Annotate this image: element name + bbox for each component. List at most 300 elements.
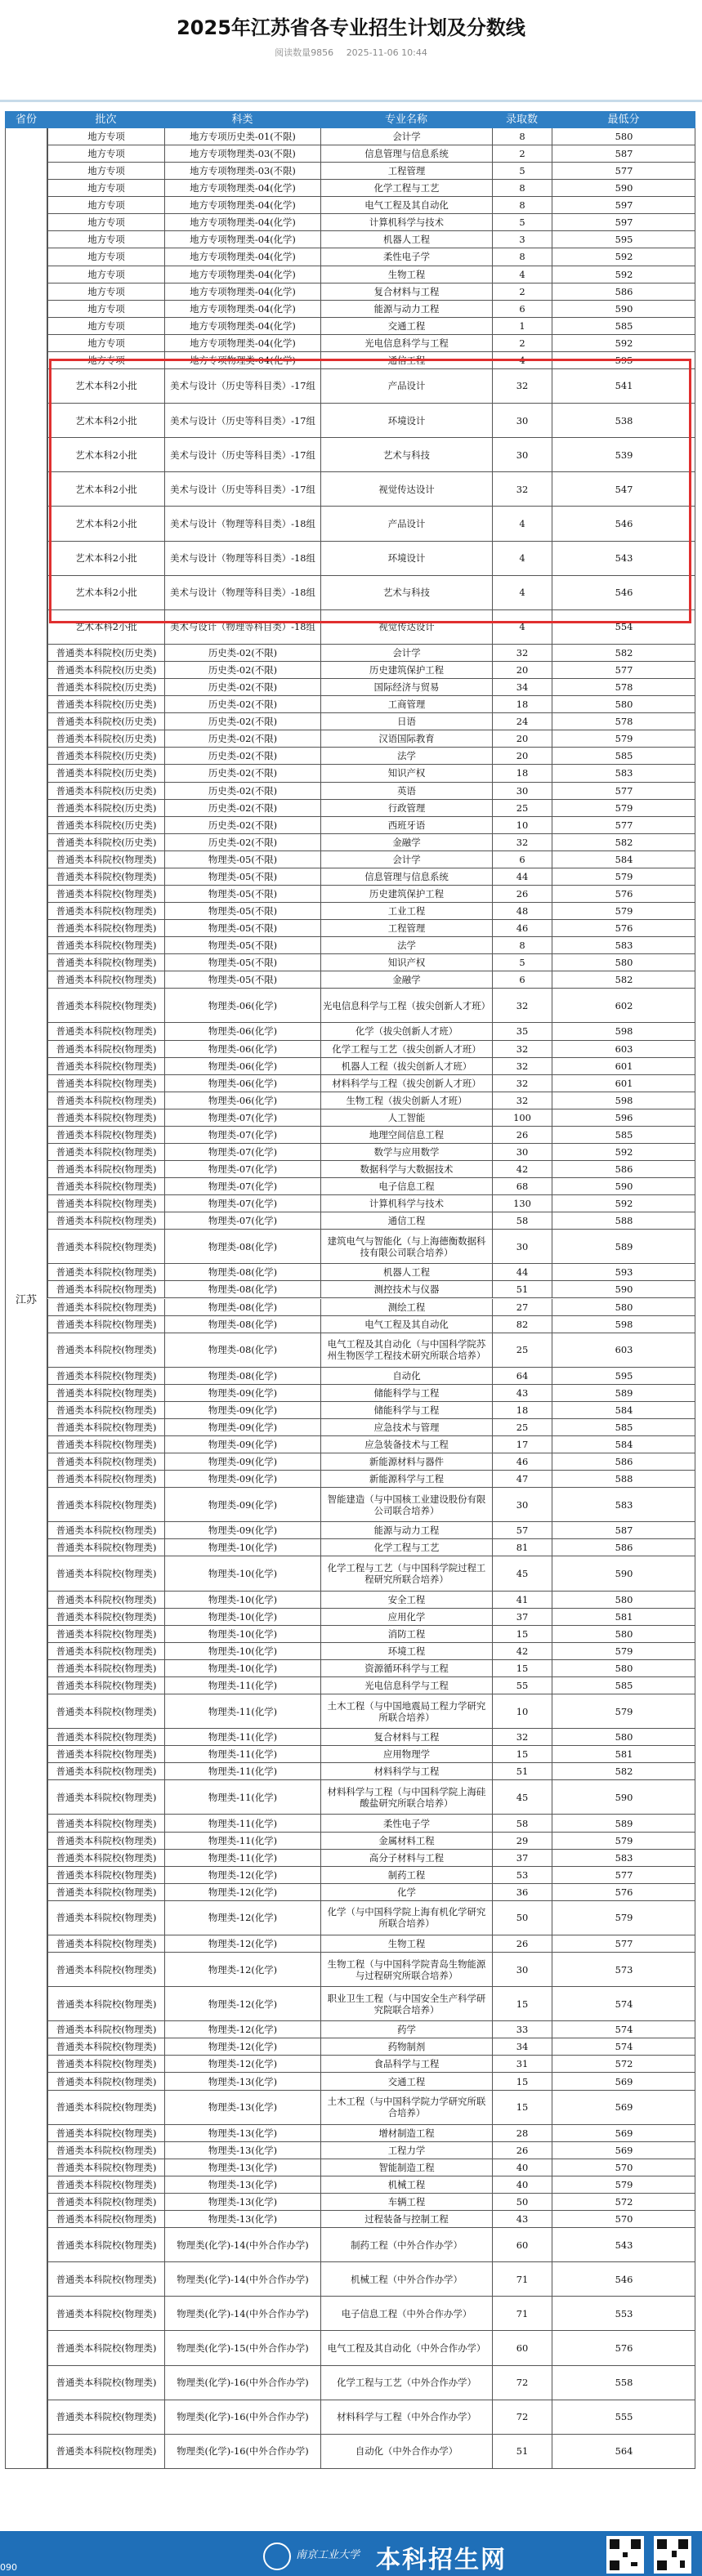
batch-cell: 地方专项: [47, 266, 164, 283]
admitted-cell: 45: [492, 1556, 552, 1590]
major-cell: 测绘工程: [320, 1299, 492, 1315]
batch-cell: 普通类本科院校(物理类): [47, 954, 164, 971]
min-score-cell: 581: [552, 1746, 695, 1762]
min-score-cell: 576: [552, 2331, 695, 2364]
major-cell: 通信工程: [320, 352, 492, 368]
table-row: [5, 1419, 695, 1436]
admitted-cell: 30: [492, 404, 552, 437]
table-row: [5, 1212, 695, 1230]
admitted-cell: 82: [492, 1316, 552, 1333]
category-cell: 物理类-08(化学): [164, 1333, 320, 1367]
batch-cell: 普通类本科院校(物理类): [47, 2125, 164, 2141]
min-score-cell: 601: [552, 1075, 695, 1092]
category-cell: 地方专项物理类-04(化学): [164, 335, 320, 351]
table-row: [5, 886, 695, 903]
min-score-cell: 583: [552, 937, 695, 953]
admitted-cell: 20: [492, 748, 552, 764]
table-row: [5, 1815, 695, 1832]
table-row: [5, 1556, 695, 1591]
admitted-cell: 5: [492, 214, 552, 230]
major-cell: 视觉传达设计: [320, 610, 492, 644]
major-cell: 工程管理: [320, 163, 492, 179]
batch-cell: 地方专项: [47, 197, 164, 213]
min-score-cell: 582: [552, 1763, 695, 1779]
category-cell: 物理类-11(化学): [164, 1677, 320, 1694]
batch-cell: 普通类本科院校(物理类): [47, 851, 164, 868]
min-score-cell: 585: [552, 318, 695, 334]
major-cell: 消防工程: [320, 1626, 492, 1642]
table-row: [5, 920, 695, 937]
batch-cell: 地方专项: [47, 163, 164, 179]
batch-cell: 普通类本科院校(物理类): [47, 1901, 164, 1935]
brand-name: 本科招生网: [376, 2546, 507, 2574]
category-cell: 物理类-07(化学): [164, 1144, 320, 1160]
min-score-cell: 595: [552, 352, 695, 368]
min-score-cell: 590: [552, 1178, 695, 1194]
batch-cell: 普通类本科院校(物理类): [47, 1402, 164, 1418]
table-row: [5, 954, 695, 971]
min-score-cell: 592: [552, 335, 695, 351]
min-score-cell: 580: [552, 1729, 695, 1745]
category-cell: 历史类-02(不限): [164, 662, 320, 678]
category-cell: 物理类-12(化学): [164, 1867, 320, 1883]
admitted-cell: 17: [492, 1436, 552, 1453]
table-row: [5, 507, 695, 541]
min-score-cell: 601: [552, 1058, 695, 1074]
category-cell: 物理类-06(化学): [164, 1075, 320, 1092]
admitted-cell: 44: [492, 1264, 552, 1280]
min-score-cell: 572: [552, 2056, 695, 2072]
major-cell: 艺术与科技: [320, 576, 492, 609]
admitted-cell: 71: [492, 2297, 552, 2330]
major-cell: 应急技术与管理: [320, 1419, 492, 1435]
batch-cell: 地方专项: [47, 352, 164, 368]
table-row: [5, 404, 695, 438]
major-cell: 复合材料与工程: [320, 1729, 492, 1745]
major-cell: 交通工程: [320, 318, 492, 334]
min-score-cell: 582: [552, 834, 695, 850]
min-score-cell: 579: [552, 868, 695, 885]
major-cell: 工程管理: [320, 920, 492, 936]
min-score-cell: 583: [552, 765, 695, 781]
major-cell: 计算机科学与技术: [320, 214, 492, 230]
major-cell: 材料科学与工程: [320, 1763, 492, 1779]
admitted-cell: 43: [492, 2211, 552, 2227]
batch-cell: 普通类本科院校(物理类): [47, 1867, 164, 1883]
table-row: [5, 783, 695, 800]
table-row: [5, 696, 695, 713]
table-row: [5, 1402, 695, 1419]
batch-cell: 普通类本科院校(历史类): [47, 713, 164, 730]
min-score-cell: 598: [552, 1092, 695, 1109]
table-row: [5, 1609, 695, 1626]
min-score-cell: 579: [552, 903, 695, 919]
category-cell: 物理类-11(化学): [164, 1763, 320, 1779]
table-row: [5, 1230, 695, 1264]
major-cell: 智能制造工程: [320, 2159, 492, 2176]
table-row: [5, 128, 695, 145]
batch-cell: 普通类本科院校(物理类): [47, 1953, 164, 1986]
major-cell: 化学工程与工艺（拔尖创新人才班）: [320, 1041, 492, 1057]
major-cell: 视觉传达设计: [320, 472, 492, 506]
major-cell: 制药工程: [320, 1867, 492, 1883]
page-number: 090: [0, 2562, 17, 2573]
category-cell: 物理类-05(不限): [164, 886, 320, 902]
publish-date: 2025-11-06 10:44: [346, 47, 427, 58]
category-cell: 物理类-13(化学): [164, 2142, 320, 2159]
batch-cell: 普通类本科院校(物理类): [47, 1815, 164, 1831]
admitted-cell: 6: [492, 971, 552, 988]
min-score-cell: 580: [552, 1592, 695, 1608]
min-score-cell: 590: [552, 180, 695, 196]
min-score-cell: 581: [552, 1609, 695, 1625]
admitted-cell: 30: [492, 1488, 552, 1521]
header-min-score: 最低分: [607, 114, 640, 126]
category-cell: 物理类-05(不限): [164, 937, 320, 953]
major-cell: 国际经济与贸易: [320, 679, 492, 695]
admitted-cell: 40: [492, 2159, 552, 2176]
admitted-cell: 30: [492, 783, 552, 799]
batch-cell: 普通类本科院校(物理类): [47, 971, 164, 988]
batch-cell: 普通类本科院校(物理类): [47, 1539, 164, 1556]
table-row: [5, 1592, 695, 1609]
min-score-cell: 587: [552, 1522, 695, 1538]
table-row: [5, 352, 695, 369]
major-cell: 计算机科学与技术: [320, 1195, 492, 1212]
min-score-cell: 598: [552, 1316, 695, 1333]
category-cell: 物理类-12(化学): [164, 2021, 320, 2038]
admitted-cell: 2: [492, 335, 552, 351]
batch-cell: 普通类本科院校(物理类): [47, 2366, 164, 2400]
category-cell: 地方专项历史类-01(不限): [164, 128, 320, 145]
admitted-cell: 130: [492, 1195, 552, 1212]
major-cell: 化学工程与工艺: [320, 1539, 492, 1556]
major-cell: 生物工程（拔尖创新人才班）: [320, 1092, 492, 1109]
min-score-cell: 586: [552, 1539, 695, 1556]
table-row: [5, 610, 695, 645]
admitted-cell: 20: [492, 730, 552, 747]
major-cell: 环境设计: [320, 542, 492, 575]
table-row: [5, 937, 695, 954]
category-cell: 美术与设计（历史等科目类）-17组: [164, 472, 320, 506]
category-cell: 物理类-05(不限): [164, 868, 320, 885]
major-cell: 会计学: [320, 645, 492, 661]
min-score-cell: 589: [552, 1385, 695, 1401]
admitted-cell: 72: [492, 2400, 552, 2434]
category-cell: 物理类-08(化学): [164, 1264, 320, 1280]
major-cell: 机械工程: [320, 2176, 492, 2193]
major-cell: 英语: [320, 783, 492, 799]
major-cell: 生物工程: [320, 266, 492, 283]
table-row: [5, 576, 695, 610]
admitted-cell: 25: [492, 1419, 552, 1435]
major-cell: 土木工程（与中国地震局工程力学研究所联合培养）: [320, 1694, 492, 1728]
admitted-cell: 8: [492, 248, 552, 265]
table-row: [5, 2228, 695, 2262]
major-cell: 化学（与中国科学院上海有机化学研究所联合培养）: [320, 1901, 492, 1935]
batch-cell: 普通类本科院校(物理类): [47, 1109, 164, 1126]
category-cell: 地方专项物理类-04(化学): [164, 248, 320, 265]
major-cell: 金融学: [320, 971, 492, 988]
table-row: [5, 283, 695, 301]
category-cell: 物理类-13(化学): [164, 2091, 320, 2124]
min-score-cell: 547: [552, 472, 695, 506]
admitted-cell: 6: [492, 301, 552, 317]
category-cell: 物理类(化学)-16(中外合作办学): [164, 2435, 320, 2468]
major-cell: 复合材料与工程: [320, 283, 492, 300]
admitted-cell: 8: [492, 197, 552, 213]
admitted-cell: 4: [492, 576, 552, 609]
major-cell: 柔性电子学: [320, 1815, 492, 1831]
min-score-cell: 579: [552, 1833, 695, 1849]
batch-cell: 普通类本科院校(物理类): [47, 920, 164, 936]
min-score-cell: 593: [552, 1264, 695, 1280]
major-cell: 电子信息工程（中外合作办学）: [320, 2297, 492, 2330]
table-row: [5, 1299, 695, 1316]
table-row: [5, 1884, 695, 1901]
admitted-cell: 30: [492, 1230, 552, 1263]
min-score-cell: 569: [552, 2091, 695, 2124]
admitted-cell: 32: [492, 1041, 552, 1057]
table-row: [5, 868, 695, 886]
table-row: [5, 1935, 695, 1953]
table-row: [5, 1833, 695, 1850]
category-cell: 物理类-13(化学): [164, 2159, 320, 2176]
admitted-cell: 50: [492, 1901, 552, 1935]
batch-cell: 地方专项: [47, 145, 164, 162]
major-cell: 产品设计: [320, 369, 492, 403]
table-row: [5, 1281, 695, 1298]
table-row: [5, 1987, 695, 2021]
table-row: [5, 1333, 695, 1368]
min-score-cell: 578: [552, 679, 695, 695]
admitted-cell: 6: [492, 851, 552, 868]
category-cell: 地方专项物理类-04(化学): [164, 231, 320, 248]
major-cell: 光电信息科学与工程（拔尖创新人才班）: [320, 989, 492, 1022]
major-cell: 车辆工程: [320, 2194, 492, 2210]
province-cell: 江苏: [5, 128, 47, 2469]
admitted-cell: 15: [492, 1987, 552, 2020]
min-score-cell: 597: [552, 214, 695, 230]
admitted-cell: 15: [492, 2091, 552, 2124]
admitted-cell: 34: [492, 2038, 552, 2055]
major-cell: 人工智能: [320, 1109, 492, 1126]
admitted-cell: 30: [492, 438, 552, 471]
min-score-cell: 569: [552, 2125, 695, 2141]
batch-cell: 普通类本科院校(物理类): [47, 1833, 164, 1849]
min-score-cell: 543: [552, 2228, 695, 2261]
min-score-cell: 579: [552, 2176, 695, 2193]
batch-cell: 普通类本科院校(物理类): [47, 2159, 164, 2176]
admitted-cell: 29: [492, 1833, 552, 1849]
category-cell: 物理类-11(化学): [164, 1833, 320, 1849]
major-cell: 制药工程（中外合作办学）: [320, 2228, 492, 2261]
admitted-cell: 46: [492, 1453, 552, 1470]
min-score-cell: 579: [552, 1643, 695, 1659]
admitted-cell: 4: [492, 266, 552, 283]
category-cell: 物理类-10(化学): [164, 1626, 320, 1642]
admitted-cell: 46: [492, 920, 552, 936]
category-cell: 美术与设计（物理等科目类）-18组: [164, 610, 320, 644]
category-cell: 历史类-02(不限): [164, 800, 320, 816]
batch-cell: 普通类本科院校(物理类): [47, 1987, 164, 2020]
category-cell: 物理类-08(化学): [164, 1230, 320, 1263]
admitted-cell: 71: [492, 2262, 552, 2296]
batch-cell: 普通类本科院校(物理类): [47, 2262, 164, 2296]
category-cell: 历史类-02(不限): [164, 834, 320, 850]
batch-cell: 普通类本科院校(物理类): [47, 1041, 164, 1057]
batch-cell: 普通类本科院校(物理类): [47, 1075, 164, 1092]
batch-cell: 普通类本科院校(物理类): [47, 1677, 164, 1694]
min-score-cell: 543: [552, 542, 695, 575]
category-cell: 物理类(化学)-16(中外合作办学): [164, 2400, 320, 2434]
category-cell: 物理类-09(化学): [164, 1419, 320, 1435]
admitted-cell: 58: [492, 1815, 552, 1831]
batch-cell: 普通类本科院校(物理类): [47, 1316, 164, 1333]
header-province: 省份: [15, 114, 37, 126]
major-cell: 工程力学: [320, 2142, 492, 2159]
category-cell: 美术与设计（历史等科目类）-17组: [164, 438, 320, 471]
major-cell: 生物工程（与中国科学院青岛生物能源与过程研究所联合培养）: [320, 1953, 492, 1986]
major-cell: 数据科学与大数据技术: [320, 1161, 492, 1177]
table-row: [5, 1385, 695, 1402]
table-row: [5, 1850, 695, 1867]
min-score-cell: 580: [552, 1626, 695, 1642]
batch-cell: 普通类本科院校(物理类): [47, 2073, 164, 2089]
table-row: [5, 1127, 695, 1144]
major-cell: 光电信息科学与工程: [320, 335, 492, 351]
min-score-cell: 577: [552, 1935, 695, 1952]
min-score-cell: 595: [552, 231, 695, 248]
min-score-cell: 558: [552, 2366, 695, 2400]
major-cell: 信息管理与信息系统: [320, 868, 492, 885]
category-cell: 物理类-11(化学): [164, 1729, 320, 1745]
major-cell: 储能科学与工程: [320, 1402, 492, 1418]
category-cell: 物理类-10(化学): [164, 1643, 320, 1659]
table-row: [5, 1161, 695, 1178]
batch-cell: 地方专项: [47, 180, 164, 196]
min-score-cell: 546: [552, 2262, 695, 2296]
header-major: 专业名称: [384, 114, 427, 126]
major-cell: 金融学: [320, 834, 492, 850]
table-row: [5, 1763, 695, 1780]
batch-cell: 普通类本科院校(物理类): [47, 1453, 164, 1470]
category-cell: 物理类-10(化学): [164, 1592, 320, 1608]
category-cell: 物理类-12(化学): [164, 1987, 320, 2020]
table-row: [5, 1694, 695, 1729]
table-row: [5, 1901, 695, 1935]
admitted-cell: 32: [492, 472, 552, 506]
table-row: [5, 851, 695, 868]
min-score-cell: 579: [552, 800, 695, 816]
major-cell: 机器人工程: [320, 231, 492, 248]
major-cell: 光电信息科学与工程: [320, 1677, 492, 1694]
major-cell: 通信工程: [320, 1212, 492, 1229]
min-score-cell: 579: [552, 1901, 695, 1935]
admitted-cell: 31: [492, 2056, 552, 2072]
table-row: [5, 645, 695, 662]
min-score-cell: 580: [552, 128, 695, 145]
admitted-cell: 47: [492, 1471, 552, 1487]
batch-cell: 普通类本科院校(物理类): [47, 2194, 164, 2210]
min-score-cell: 574: [552, 2021, 695, 2038]
min-score-cell: 574: [552, 1987, 695, 2020]
admitted-cell: 32: [492, 989, 552, 1022]
batch-cell: 普通类本科院校(物理类): [47, 1178, 164, 1194]
admitted-cell: 42: [492, 1643, 552, 1659]
batch-cell: 艺术本科2小批: [47, 610, 164, 644]
views-label: 阅读数量: [275, 47, 311, 58]
category-cell: 物理类-09(化学): [164, 1453, 320, 1470]
min-score-cell: 602: [552, 989, 695, 1022]
category-cell: 物理类-12(化学): [164, 1901, 320, 1935]
table-row: [5, 472, 695, 507]
major-cell: 法学: [320, 748, 492, 764]
table-row: [5, 989, 695, 1023]
major-cell: 机器人工程（拔尖创新人才班）: [320, 1058, 492, 1074]
admitted-cell: 32: [492, 1729, 552, 1745]
admitted-cell: 18: [492, 696, 552, 712]
major-cell: 机械工程（中外合作办学）: [320, 2262, 492, 2296]
admitted-cell: 2: [492, 145, 552, 162]
table-row: [5, 2021, 695, 2038]
major-cell: 测控技术与仪器: [320, 1281, 492, 1297]
admitted-cell: 15: [492, 1660, 552, 1676]
batch-cell: 普通类本科院校(历史类): [47, 765, 164, 781]
batch-cell: 普通类本科院校(物理类): [47, 1299, 164, 1315]
table-row: [5, 1729, 695, 1746]
min-score-cell: 577: [552, 163, 695, 179]
category-cell: 物理类-05(不限): [164, 954, 320, 971]
category-cell: 历史类-02(不限): [164, 696, 320, 712]
major-cell: 环境设计: [320, 404, 492, 437]
category-cell: 物理类-05(不限): [164, 851, 320, 868]
qr-code-icon: [606, 2536, 644, 2574]
admitted-cell: 43: [492, 1385, 552, 1401]
category-cell: 物理类-12(化学): [164, 1884, 320, 1900]
category-cell: 物理类-08(化学): [164, 1316, 320, 1333]
category-cell: 物理类-09(化学): [164, 1402, 320, 1418]
table-row: [5, 1023, 695, 1040]
admitted-cell: 4: [492, 507, 552, 540]
major-cell: 交通工程: [320, 2073, 492, 2089]
batch-cell: 地方专项: [47, 231, 164, 248]
major-cell: 知识产权: [320, 954, 492, 971]
category-cell: 历史类-02(不限): [164, 645, 320, 661]
min-score-cell: 573: [552, 1953, 695, 1986]
batch-cell: 普通类本科院校(物理类): [47, 1522, 164, 1538]
batch-cell: 普通类本科院校(物理类): [47, 2038, 164, 2055]
min-score-cell: 564: [552, 2435, 695, 2468]
major-cell: 电气工程及其自动化: [320, 197, 492, 213]
batch-cell: 普通类本科院校(物理类): [47, 2211, 164, 2227]
category-cell: 地方专项物理类-04(化学): [164, 318, 320, 334]
batch-cell: 地方专项: [47, 248, 164, 265]
table-row: [5, 2091, 695, 2125]
major-cell: 工商管理: [320, 696, 492, 712]
min-score-cell: 576: [552, 886, 695, 902]
major-cell: 高分子材料与工程: [320, 1850, 492, 1866]
category-cell: 物理类-07(化学): [164, 1178, 320, 1194]
category-cell: 物理类-12(化学): [164, 1935, 320, 1952]
batch-cell: 普通类本科院校(历史类): [47, 730, 164, 747]
admitted-cell: 4: [492, 542, 552, 575]
batch-cell: 普通类本科院校(物理类): [47, 1385, 164, 1401]
admitted-cell: 51: [492, 2435, 552, 2468]
batch-cell: 普通类本科院校(物理类): [47, 1264, 164, 1280]
admitted-cell: 68: [492, 1178, 552, 1194]
admitted-cell: 25: [492, 800, 552, 816]
